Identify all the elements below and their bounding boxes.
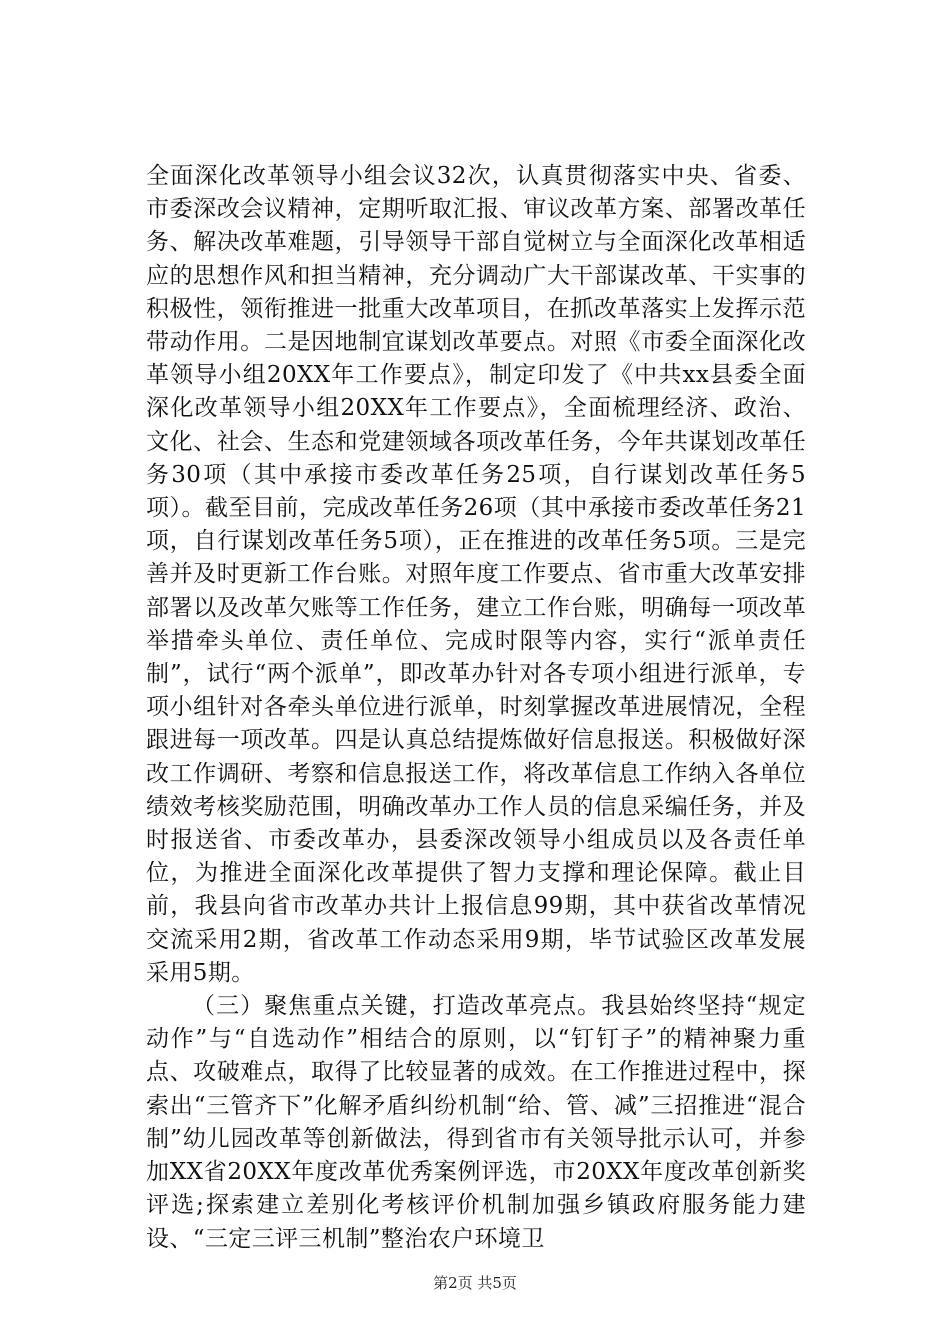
- paragraph-2: （三）聚焦重点关键，打造改革亮点。我县始终坚持“规定动作”与“自选动作”相结合的原则，以“钉钉子”的精神聚力重点、攻破难点，取得了比较显著的成效。在工作推进过程中，探索出“三管齐下”化解矛盾纠纷机制“给、管、减”三招推进“混合制”幼儿园改革等创新做法，得到省市有关领导批示认可，并参加XX省20XX年度改革优秀案例评选，市20XX年度改革创新奖评选;探索建立差别化考核评价机制加强乡镇政府服务能力建设、“三定三评三机制”整治农户环境卫: [146, 993, 806, 1252]
- body-text: [146, 160, 806, 1256]
- paragraph-1: 全面深化改革领导小组会议32次，认真贯彻落实中央、省委、市委深改会议精神，定期听取汇报、审议改革方案、部署改革任务、解决改革难题，引导领导干部自觉树立与全面深化改革相适应的思想作风和担当精神，充分调动广大干部谋改革、干实事的积极性，领衔推进一批重大改革项目，在抓改革落实上发挥示范带动作用。二是因地制宜谋划改革要点。对照《市委全面深化改革领导小组20XX年工作要点》，制定印发了《中共xx县委全面深化改革领导小组20XX年工作要点》，全面梳理经济、政治、文化、社会、生态和党建领域各项改革任务，今年共谋划改革任务30项（其中承接市委改革任务25项，自行谋划改革任务5项）。截至目前，完成改革任务26项（其中承接市委改革任务21项，自行谋划改革任务5项），正在推进的改革任务5项。三是完善并及时更新工作台账。对照年度工作要点、省市重大改革安排部署以及改革欠账等工作任务，建立工作台账，明确每一项改革举措牵头单位、责任单位、完成时限等内容，实行“派单责任制”，试行“两个派单”，即改革办针对各专项小组进行派单，专项小组针对各牵头单位进行派单，时刻掌握改革进展情况，全程跟进每一项改革。四是认真总结提炼做好信息报送。积极做好深改工作调研、考察和信息报送工作，将改革信息工作纳入各单位绩效考核奖励范围，明确改革办工作人员的信息采编任务，并及时报送省、市委改革办，县委深改领导小组成员以及各责任单位，为推进全面深化改革提供了智力支撑和理论保障。截止目前，我县向省市改革办共计上报信息99期，其中获省改革情况交流采用2期，省改革工作动态采用9期，毕节试验区改革发展采用5期。: [146, 163, 806, 986]
- page-number-footer: 第2页 共5页: [433, 1274, 517, 1292]
